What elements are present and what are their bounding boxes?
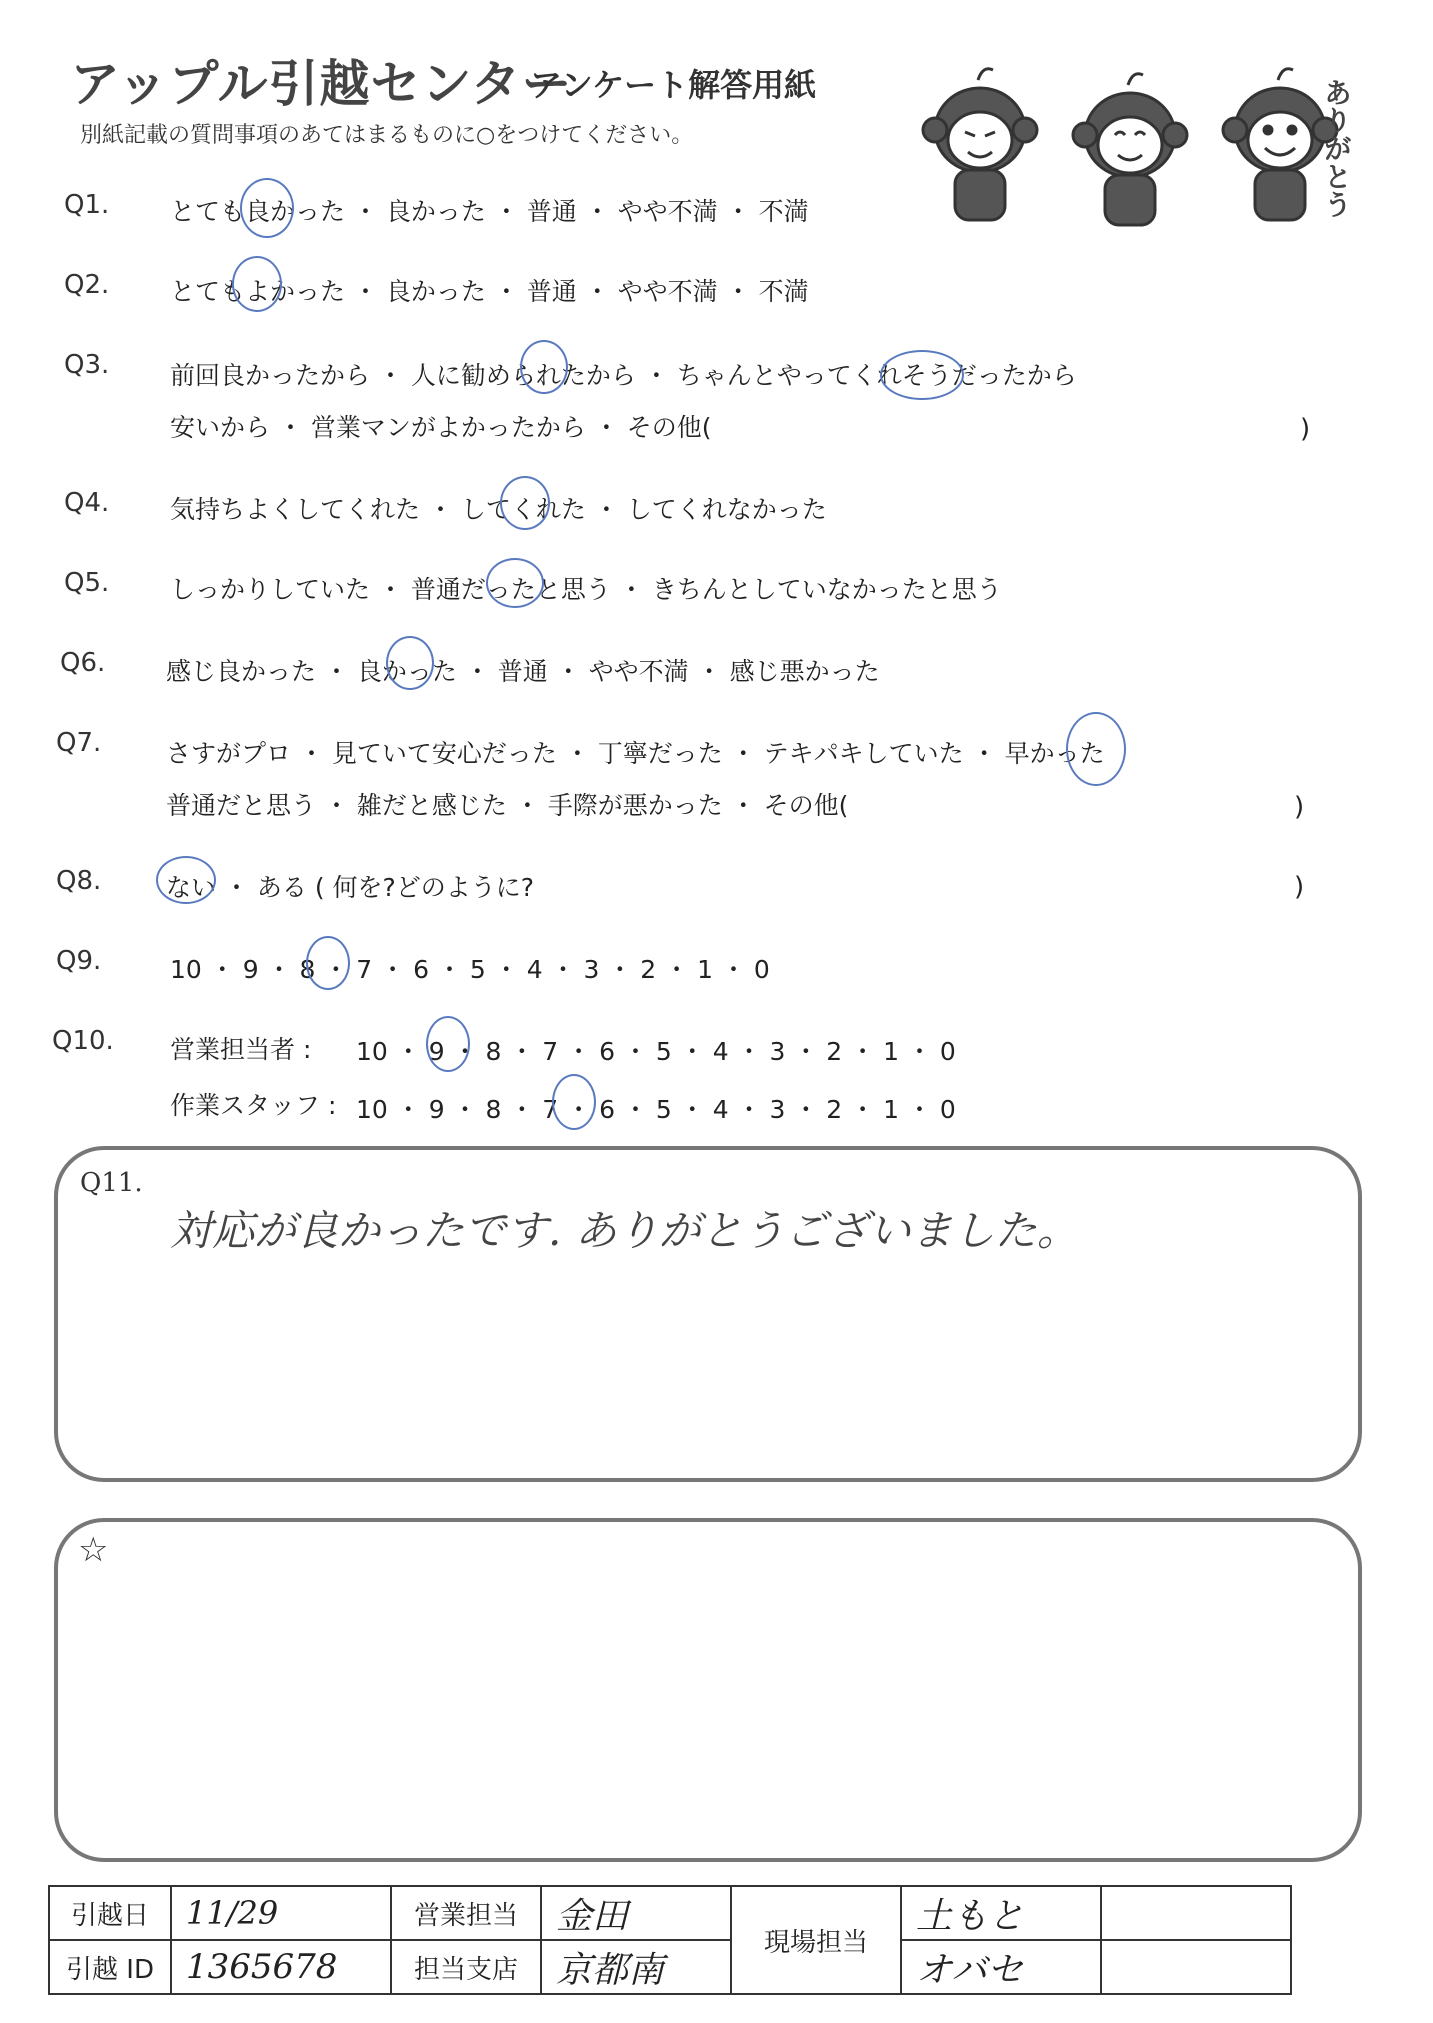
q3-answer-circle-1 (520, 340, 568, 394)
q5-options: しっかりしていた ・ 普通だったと思う ・ きちんとしていなかったと思う (170, 575, 1002, 604)
q3-close-paren: ) (1300, 414, 1311, 444)
site-rep-value-2: オバセ (901, 1940, 1101, 1994)
q7-options-line2: 普通だと思う ・ 雑だと感じた ・ 手際が悪かった ・ その他( (166, 791, 849, 820)
q10-staff-options: 10 ・ 9 ・ 8 ・ 7 ・ 6 ・ 5 ・ 4 ・ 3 ・ 2 ・ 1 ・ 0 (356, 1095, 956, 1124)
extra-cell-1 (1101, 1886, 1291, 1940)
q1-label: Q1. (64, 190, 110, 220)
q10-staff-answer-circle (552, 1074, 596, 1130)
q2-answer-circle (232, 256, 282, 312)
q10-staff-label: 作業スタッフ : (170, 1091, 337, 1120)
company-title: アップル引越センター (70, 55, 573, 113)
move-date-value: 11/29 (171, 1886, 391, 1940)
move-id-value: 1365678 (171, 1940, 391, 1994)
q5-answer-circle (486, 558, 544, 608)
branch-value: 京都南 (541, 1940, 731, 1994)
q4-options: 気持ちよくしてくれた ・ してくれた ・ してくれなかった (170, 495, 827, 524)
q11-comment-text: 対応が良かったです. ありがとうございました。 (170, 1206, 1079, 1255)
q8-label: Q8. (56, 866, 102, 896)
q6-answer-circle (386, 636, 434, 690)
q4-label: Q4. (64, 488, 110, 518)
q1-options: とても良かった ・ 良かった ・ 普通 ・ やや不満 ・ 不満 (170, 197, 809, 226)
q6-options: 感じ良かった ・ 良かった ・ 普通 ・ やや不満 ・ 感じ悪かった (166, 657, 880, 686)
form-subtitle: アンケート解答用紙 (530, 66, 817, 104)
q8-answer-circle (156, 856, 216, 904)
extra-cell-2 (1101, 1940, 1291, 1994)
q7-label: Q7. (56, 728, 102, 758)
move-id-label: 引越 ID (49, 1940, 171, 1994)
q7-options-line1: さすがプロ ・ 見ていて安心だった ・ 丁寧だった ・ テキパキしていた ・ 早かった (166, 739, 1105, 768)
q10-sales-options: 10 ・ 9 ・ 8 ・ 7 ・ 6 ・ 5 ・ 4 ・ 3 ・ 2 ・ 1 ・ 0 (356, 1037, 956, 1066)
q11-comment-box (54, 1146, 1362, 1482)
q9-answer-circle (306, 936, 350, 990)
move-info-table (48, 1885, 1292, 1995)
sales-rep-value: 金田 (541, 1886, 731, 1940)
star-label: ☆ (78, 1530, 109, 1570)
q5-label: Q5. (64, 568, 110, 598)
q11-label: Q11. (80, 1168, 143, 1198)
q7-close-paren: ) (1294, 792, 1305, 822)
q8-close-paren: ) (1294, 872, 1305, 902)
site-rep-label: 現場担当 (731, 1886, 901, 1994)
q3-answer-circle-2 (880, 350, 964, 400)
monkey-mascots-illustration (900, 60, 1370, 240)
q10-sales-label: 営業担当者 : (170, 1035, 312, 1064)
q1-answer-circle (240, 178, 294, 238)
q3-options-line2: 安いから ・ 営業マンがよかったから ・ その他( (170, 413, 712, 442)
monkey-mascot-1 (923, 69, 1037, 220)
q4-answer-circle (500, 476, 550, 530)
move-date-label: 引越日 (49, 1886, 171, 1940)
additional-comment-box (54, 1518, 1362, 1862)
q3-label: Q3. (64, 350, 110, 380)
q10-sales-answer-circle (426, 1016, 470, 1072)
q2-label: Q2. (64, 270, 110, 300)
q9-options: 10 ・ 9 ・ 8 ・ 7 ・ 6 ・ 5 ・ 4 ・ 3 ・ 2 ・ 1 ・ 0 (170, 955, 770, 984)
site-rep-value-1: 土もと (901, 1886, 1101, 1940)
sales-rep-label: 営業担当 (391, 1886, 541, 1940)
q10-label: Q10. (52, 1026, 114, 1056)
q2-options: とてもよかった ・ 良かった ・ 普通 ・ やや不満 ・ 不満 (170, 277, 809, 306)
q6-label: Q6. (60, 648, 106, 678)
q3-options-line1: 前回良かったから ・ 人に勧められたから ・ ちゃんとやってくれそうだったから (170, 361, 1077, 390)
q8-options: ない ・ ある ( 何を?どのように? (166, 873, 535, 902)
instructions-text: 別紙記載の質問事項のあてはまるものに○をつけてください。 (80, 123, 694, 148)
q7-answer-circle (1066, 712, 1126, 786)
thanks-text: ありがとう (1320, 78, 1353, 218)
monkey-mascot-2 (1073, 74, 1187, 225)
q9-label: Q9. (56, 946, 102, 976)
branch-label: 担当支店 (391, 1940, 541, 1994)
